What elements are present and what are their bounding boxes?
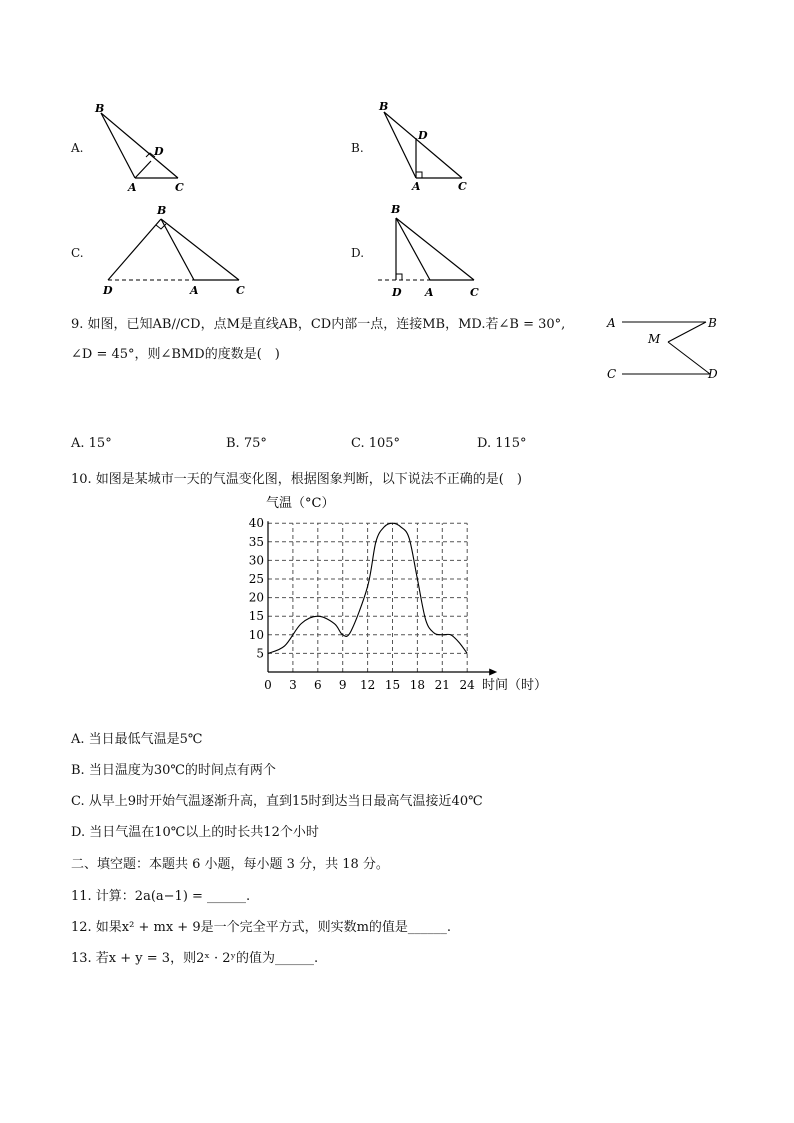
option-b-label: B.	[351, 141, 364, 155]
point-d: D	[418, 129, 428, 142]
triangle-figure-a	[90, 98, 200, 198]
x-tick-label: 18	[409, 678, 426, 692]
point-b: B	[157, 204, 167, 217]
point-d: D	[154, 145, 164, 158]
x-tick-label: 24	[459, 678, 475, 692]
point-b: B	[708, 316, 717, 330]
q9-choice-b: B. 75°	[226, 436, 267, 451]
triangle-figure-b	[372, 96, 482, 196]
y-tick-label: 20	[248, 590, 264, 605]
q9-choice-d: D. 115°	[477, 436, 527, 451]
option-c-label: C.	[71, 246, 84, 260]
point-a: A	[190, 284, 199, 297]
point-d: D	[392, 286, 402, 299]
triangle-figure-c	[98, 203, 258, 303]
q10-choice-b: B. 当日温度为30℃的时间点有两个	[71, 763, 276, 778]
q10-stem: 10. 如图是某城市一天的气温变化图，根据图象判断，以下说法不正确的是( )	[71, 472, 522, 487]
x-tick-label: 12	[359, 678, 376, 692]
point-c: C	[236, 284, 245, 297]
x-tick-label: 9	[338, 678, 347, 692]
point-b: B	[379, 100, 389, 113]
point-a: A	[128, 181, 137, 194]
point-d: D	[708, 367, 718, 381]
y-tick-label: 35	[248, 534, 264, 549]
y-tick-label: 5	[256, 646, 264, 661]
point-m: M	[648, 332, 661, 346]
y-tick-label: 40	[248, 516, 264, 531]
chart-x-axis-label: 时间（时）	[482, 678, 548, 693]
q10-choice-d: D. 当日气温在10℃以上的时长共12个小时	[71, 825, 319, 840]
q10-choice-c: C. 从早上9时开始气温逐渐升高，直到15时到达当日最高气温接近40℃	[71, 794, 483, 809]
triangle-figure-d	[372, 200, 492, 304]
option-a-label: A.	[71, 141, 84, 155]
x-tick-label: 21	[434, 678, 450, 692]
parallel-lines-figure	[600, 312, 730, 388]
q12-stem: 12. 如果x² + mx + 9是一个完全平方式，则实数m的值是______.	[71, 920, 452, 935]
y-tick-label: 25	[248, 572, 264, 586]
y-tick-label: 15	[248, 609, 264, 624]
chart-grid	[268, 523, 467, 672]
x-tick-label: 6	[313, 678, 322, 692]
option-d-label: D.	[351, 246, 365, 260]
point-a: A	[412, 180, 421, 193]
q10-choice-a: A. 当日最低气温是5℃	[71, 732, 203, 747]
q11-stem: 11. 计算：2a(a−1) = ______.	[71, 889, 251, 904]
q9-stem-line1: 9. 如图，已知AB//CD，点M是直线AB，CD内部一点，连接MB，MD.若∠B = 30°,	[71, 317, 566, 332]
point-a: A	[607, 316, 616, 330]
x-tick-label: 3	[289, 678, 297, 692]
q9-choice-a: A. 15°	[71, 436, 112, 451]
q9-stem-line2: ∠D = 45°，则∠BMD的度数是( )	[71, 347, 280, 362]
point-d: D	[103, 284, 113, 297]
q13-stem: 13. 若x + y = 3，则2ˣ · 2ʸ的值为______.	[71, 951, 319, 966]
point-b: B	[391, 203, 401, 216]
point-c: C	[607, 367, 617, 381]
y-tick-label: 30	[248, 553, 264, 568]
point-c: C	[175, 181, 184, 194]
x-tick-label: 15	[384, 678, 401, 692]
point-b: B	[95, 102, 105, 115]
point-a: A	[425, 286, 434, 299]
temperature-chart	[240, 488, 560, 698]
chart-y-axis-label: 气温（°C）	[266, 496, 335, 511]
y-tick-label: 10	[248, 627, 264, 642]
x-axis-arrow	[489, 669, 497, 676]
x-tick-label: 0	[264, 678, 272, 692]
q9-choice-c: C. 105°	[351, 436, 401, 451]
chart-axes	[268, 521, 497, 675]
point-c: C	[458, 180, 467, 193]
section-heading: 二、填空题：本题共 6 小题，每小题 3 分，共 18 分。	[71, 857, 389, 872]
point-c: C	[470, 286, 479, 299]
